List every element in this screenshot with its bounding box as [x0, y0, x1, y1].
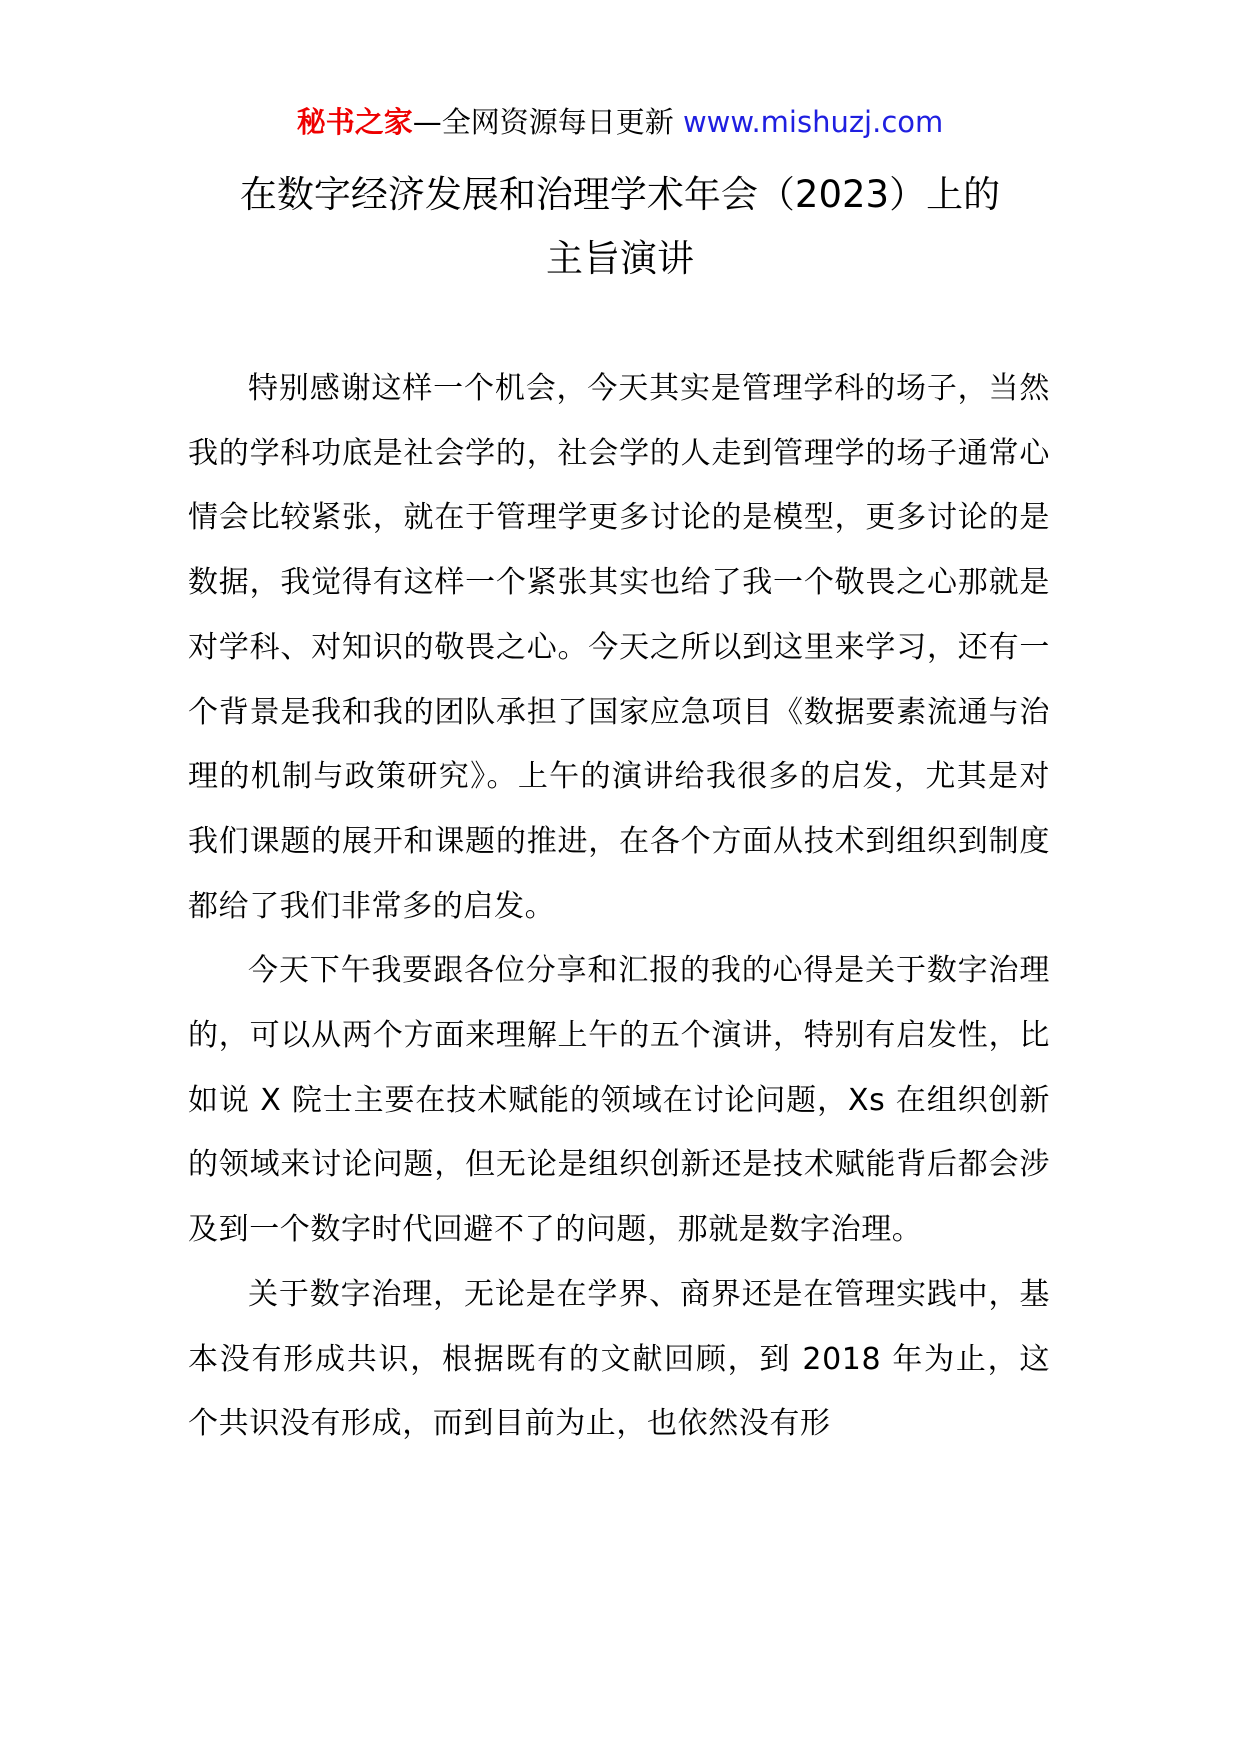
paragraph-2: 今天下午我要跟各位分享和汇报的我的心得是关于数字治理的，可以从两个方面来理解上午的五个演讲，特别有启发性，比如说 X 院士主要在技术赋能的领域在讨论问题，Xs 在组织创新的领域来讨论问题，但无论是组织创新还是技术赋能背后都会涉及到一个数字时代回避不了的问题，那就是数字治理。 [188, 953, 1050, 1248]
document-body [188, 357, 1050, 1457]
site-url-link[interactable]: www.mishuzj.com [673, 105, 944, 139]
paragraph-3: 关于数字治理，无论是在学界、商界还是在管理实践中，基本没有形成共识，根据既有的文献回顾，到 2018 年为止，这个共识没有形成，而到目前为止，也依然没有形 [188, 1276, 1050, 1442]
title-line-2: 主旨演讲 [546, 237, 694, 280]
paragraph-1: 特别感谢这样一个机会，今天其实是管理学科的场子，当然我的学科功底是社会学的，社会学的人走到管理学的场子通常心情会比较紧张，就在于管理学更多讨论的是模型，更多讨论的是数据，我觉得有这样一个紧张其实也给了我一个敬畏之心那就是对学科、对知识的敬畏之心。今天之所以到这里来学习，还有一个背景是我和我的团队承担了国家应急项目《数据要素流通与治理的机制与政策研究》。上午的演讲给我很多的启发，尤其是对我们课题的展开和课题的推进，在各个方面从技术到组织到制度都给了我们非常多的启发。 [188, 371, 1050, 924]
title-line-1: 在数字经济发展和治理学术年会（2023）上的 [239, 173, 1001, 216]
site-header [0, 102, 1240, 142]
document-title [150, 163, 1090, 291]
brand-name: 秘书之家 [296, 105, 413, 139]
header-slogan: —全网资源每日更新 [412, 105, 674, 139]
